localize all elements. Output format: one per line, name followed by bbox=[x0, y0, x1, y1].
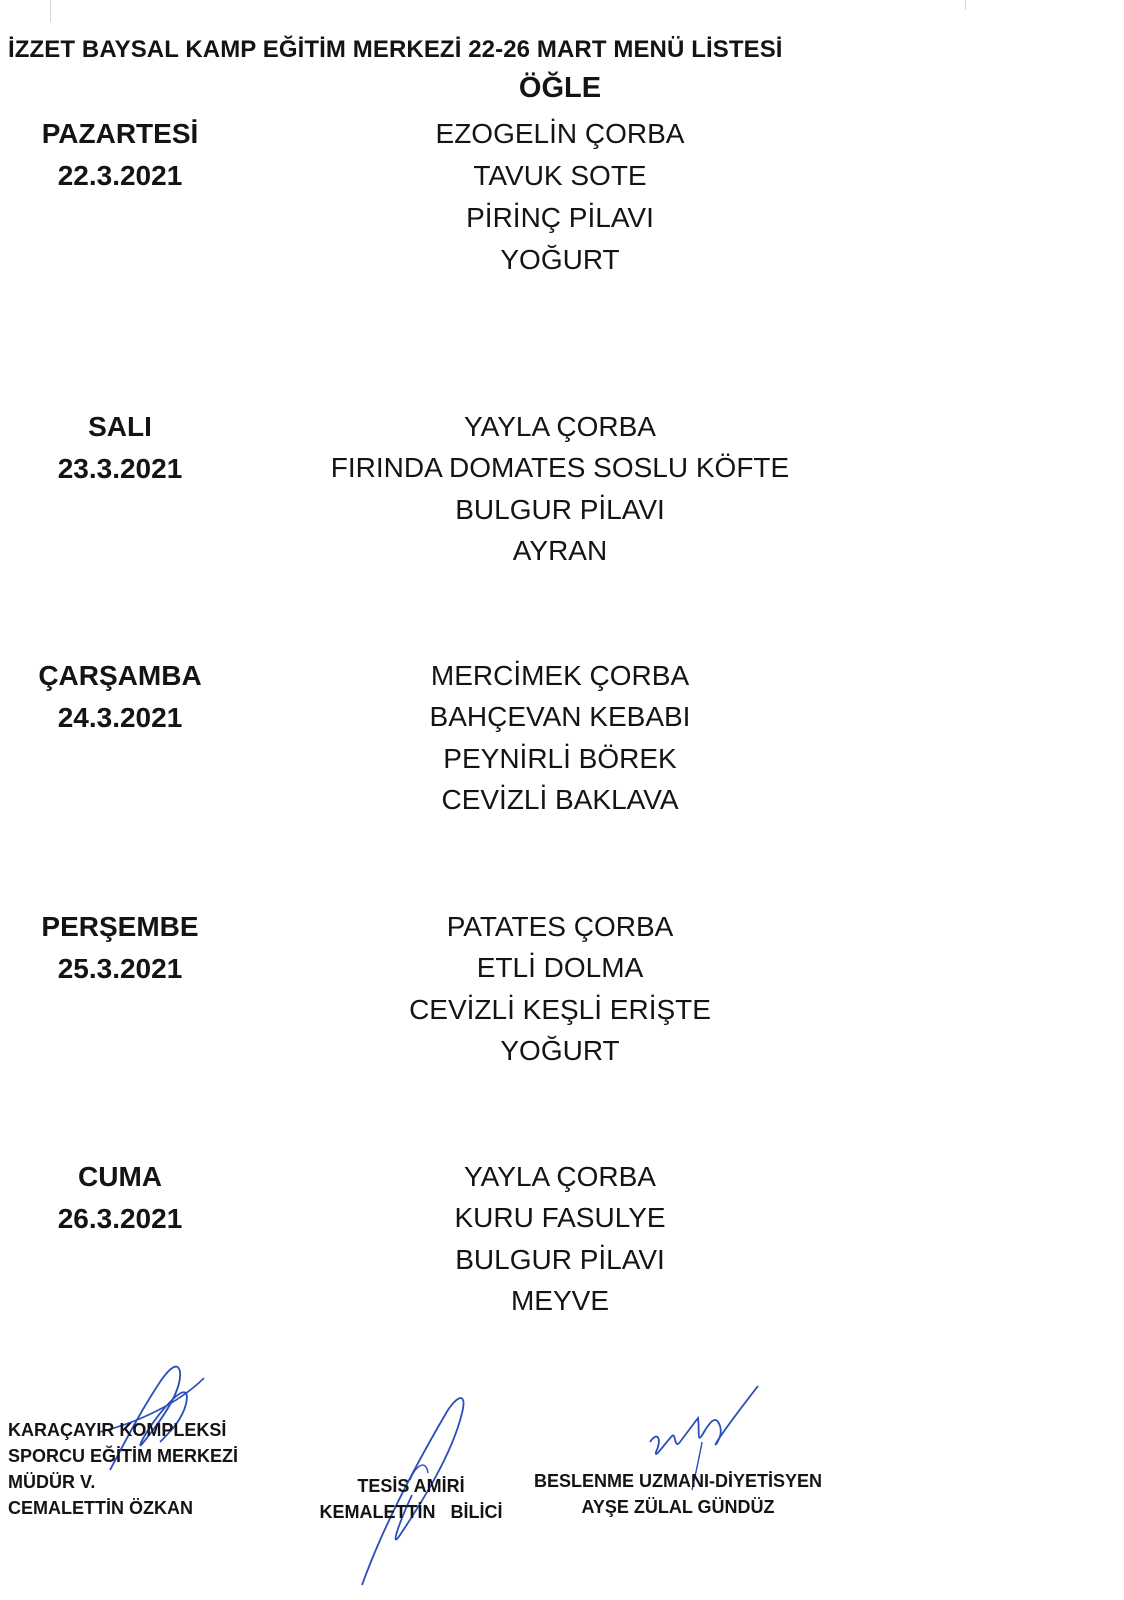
day-date: 22.3.2021 bbox=[57, 160, 183, 191]
dish-item: EZOGELİN ÇORBA bbox=[435, 118, 685, 149]
scan-edge-mark bbox=[965, 0, 966, 10]
dish-item: BAHÇEVAN KEBABI bbox=[429, 701, 691, 732]
dish-item: YOĞURT bbox=[500, 244, 620, 275]
signatory-line: MÜDÜR V. bbox=[8, 1472, 96, 1492]
dish-item: BULGUR PİLAVI bbox=[455, 494, 665, 525]
signatory-line: TESİS AMİRİ bbox=[357, 1476, 465, 1496]
signatory-middle bbox=[306, 1473, 516, 1525]
dish-item: KURU FASULYE bbox=[454, 1202, 666, 1233]
scan-edge-mark bbox=[50, 0, 51, 22]
day-block-monday bbox=[0, 118, 1124, 298]
day-block-tuesday bbox=[0, 411, 1124, 591]
day-date: 24.3.2021 bbox=[57, 702, 183, 733]
dish-item: FIRINDA DOMATES SOSLU KÖFTE bbox=[330, 452, 790, 483]
day-date: 23.3.2021 bbox=[57, 453, 183, 484]
dish-item: PEYNİRLİ BÖREK bbox=[443, 743, 677, 774]
dish-item: PATATES ÇORBA bbox=[446, 911, 674, 942]
dish-item: CEVİZLİ BAKLAVA bbox=[441, 784, 679, 815]
dish-item: YOĞURT bbox=[500, 1035, 620, 1066]
document-title: İZZET BAYSAL KAMP EĞİTİM MERKEZİ 22-26 MART MENÜ LİSTESİ bbox=[8, 36, 783, 63]
signatory-line: KARAÇAYIR KOMPLEKSİ bbox=[8, 1420, 227, 1440]
day-block-wednesday bbox=[0, 660, 1124, 840]
dish-item: MEYVE bbox=[510, 1285, 610, 1316]
day-date: 25.3.2021 bbox=[57, 953, 183, 984]
day-name: PERŞEMBE bbox=[41, 911, 199, 942]
dish-item: YAYLA ÇORBA bbox=[464, 1161, 656, 1192]
signatory-line: KEMALETTİN BİLİCİ bbox=[319, 1502, 503, 1522]
day-name: CUMA bbox=[78, 1161, 162, 1192]
dish-item: ETLİ DOLMA bbox=[476, 952, 644, 983]
day-block-thursday bbox=[0, 911, 1124, 1091]
day-name: PAZARTESİ bbox=[41, 118, 199, 149]
signatory-line: BESLENME UZMANI-DİYETİSYEN bbox=[533, 1471, 823, 1491]
dish-item: BULGUR PİLAVI bbox=[455, 1244, 665, 1275]
dish-item: TAVUK SOTE bbox=[473, 160, 647, 191]
signatory-line: CEMALETTİN ÖZKAN bbox=[8, 1498, 193, 1518]
day-name: ÇARŞAMBA bbox=[38, 660, 202, 691]
day-name: SALI bbox=[88, 411, 152, 442]
dish-item: PİRİNÇ PİLAVI bbox=[466, 202, 654, 233]
dish-item: CEVİZLİ KEŞLİ ERİŞTE bbox=[409, 994, 711, 1025]
dish-item: MERCİMEK ÇORBA bbox=[430, 660, 690, 691]
dish-item: YAYLA ÇORBA bbox=[464, 411, 656, 442]
signatory-line: SPORCU EĞİTİM MERKEZİ bbox=[8, 1446, 239, 1466]
signatory-left bbox=[8, 1417, 238, 1521]
signatory-right bbox=[518, 1468, 838, 1520]
day-date: 26.3.2021 bbox=[57, 1203, 183, 1234]
dish-item: AYRAN bbox=[512, 535, 608, 566]
signatory-line: AYŞE ZÜLAL GÜNDÜZ bbox=[581, 1497, 775, 1517]
day-block-friday bbox=[0, 1161, 1124, 1341]
meal-label: ÖĞLE bbox=[518, 72, 602, 104]
